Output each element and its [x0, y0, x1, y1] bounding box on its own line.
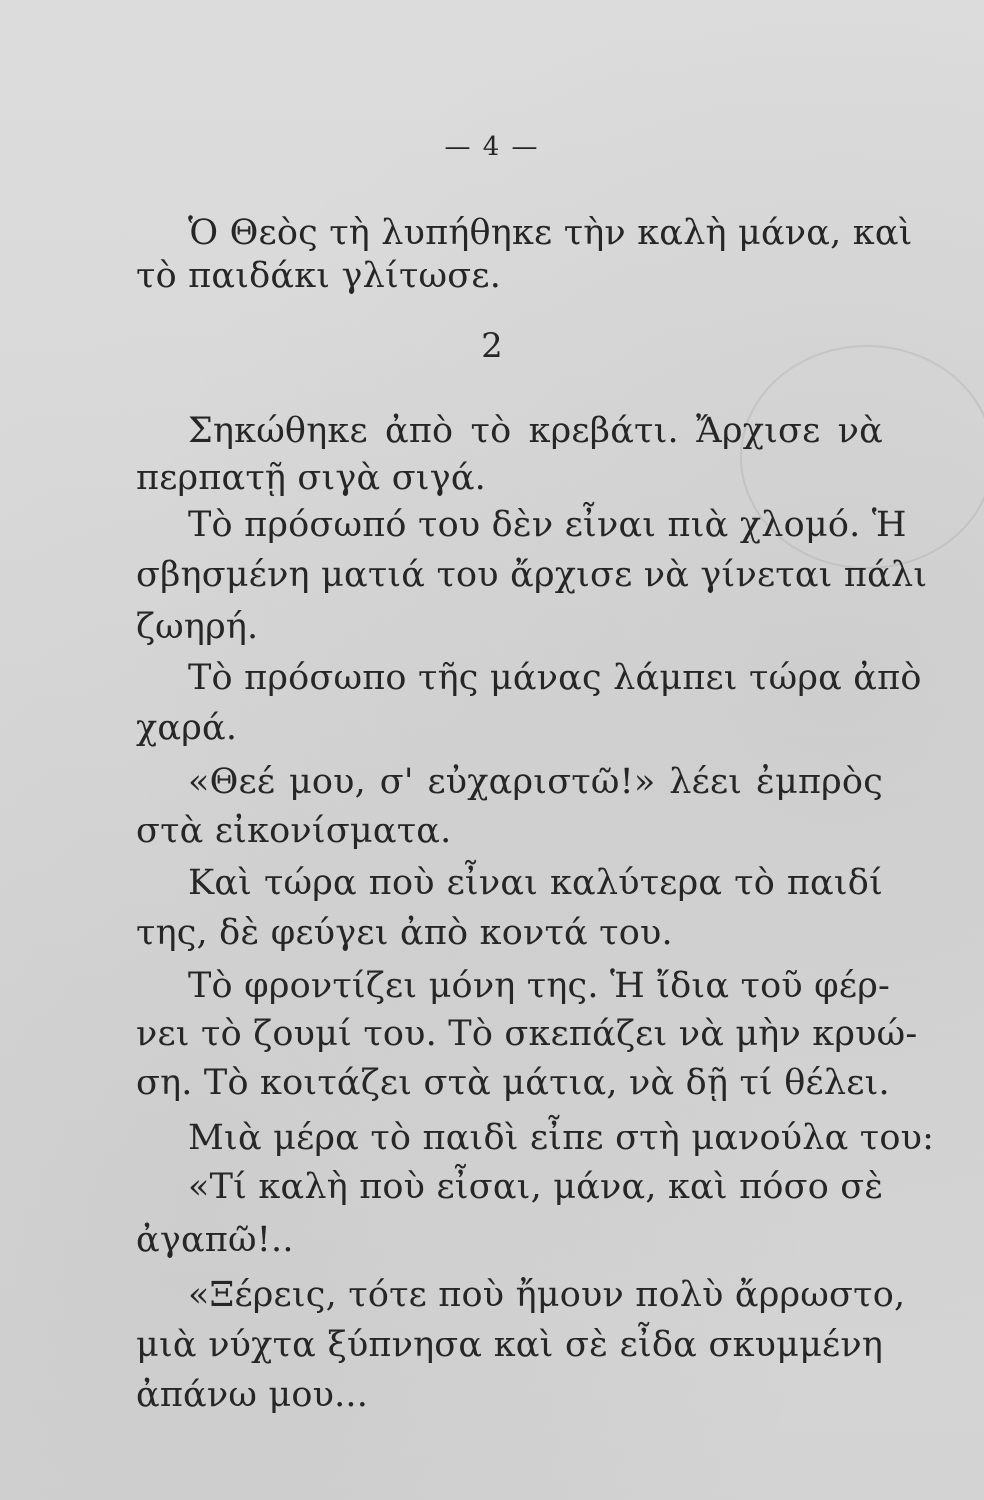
text-line: ἀγαπῶ!..: [136, 1220, 294, 1260]
text-line: Τὸ πρόσωπό του δὲν εἶναι πιὰ χλομό. Ἡ: [188, 505, 907, 545]
text-line: της, δὲ φεύγει ἀπὸ κοντά του.: [136, 913, 673, 953]
text-line: ἀπάνω μου...: [136, 1375, 369, 1415]
text-line: μιὰ νύχτα ξύπνησα καὶ σὲ εἶδα σκυμμένη: [136, 1325, 883, 1365]
text-line: Σηκώθηκε ἀπὸ τὸ κρεβάτι. Ἄρχισε νὰ: [188, 411, 883, 451]
text-line: τὸ παιδάκι γλίτωσε.: [136, 256, 502, 296]
text-line: Ὁ Θεὸς τὴ λυπήθηκε τὴν καλὴ μάνα, καὶ: [188, 213, 913, 253]
text-line: σβησμένη ματιά του ἄρχισε νὰ γίνεται πάλι: [136, 555, 928, 595]
text-line: «Τί καλὴ ποὺ εἶσαι, μάνα, καὶ πόσο σὲ: [188, 1167, 884, 1207]
text-line: Καὶ τώρα ποὺ εἶναι καλύτερα τὸ παιδί: [188, 863, 883, 903]
text-line: στὰ εἰκονίσματα.: [136, 811, 452, 851]
text-line: Τὸ φροντίζει μόνη της. Ἡ ἴδια τοῦ φέρ-: [188, 966, 890, 1006]
text-line: «Ξέρεις, τότε ποὺ ἤμουν πολὺ ἄρρωστο,: [188, 1275, 906, 1315]
text-line: ση. Τὸ κοιτάζει στὰ μάτια, νὰ δῇ τί θέλει.: [136, 1063, 890, 1103]
text-line: περπατῇ σιγὰ σιγά.: [136, 458, 486, 498]
text-line: νει τὸ ζουμί του. Τὸ σκεπάζει νὰ μὴν κρυώ-: [136, 1014, 918, 1054]
text-line: Μιὰ μέρα τὸ παιδὶ εἶπε στὴ μανούλα του:: [188, 1118, 935, 1158]
section-number: 2: [481, 326, 503, 366]
text-line: χαρά.: [136, 708, 238, 748]
page-number: — 4 —: [444, 132, 540, 162]
text-line: Τὸ πρόσωπο τῆς μάνας λάμπει τώρα ἀπὸ: [188, 658, 922, 698]
text-line: ζωηρή.: [136, 607, 259, 647]
text-line: «Θεέ μου, σ' εὐχαριστῶ!» λέει ἐμπρὸς: [188, 762, 883, 802]
